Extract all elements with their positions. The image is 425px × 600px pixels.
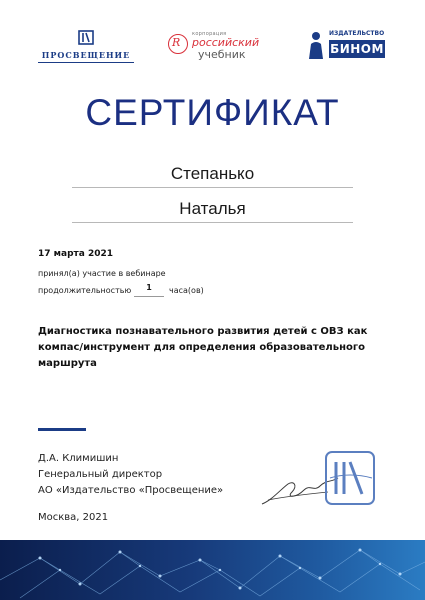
hours-number: 1 xyxy=(146,283,152,292)
signatory-block xyxy=(38,451,223,499)
binom-logo xyxy=(305,28,387,62)
prosveshchenie-seal-icon xyxy=(322,448,378,508)
binom-publisher-label: ИЗДАТЕЛЬСТВО xyxy=(329,30,385,37)
binom-name: БИНОМ xyxy=(330,42,384,56)
participation-text: принял(а) участие в вебинаре xyxy=(38,269,166,278)
hours-value xyxy=(134,283,164,297)
logo-underline xyxy=(38,62,134,63)
signatory-organization: АО «Издательство «Просвещение» xyxy=(38,485,224,496)
webinar-date: 17 марта 2021 xyxy=(38,249,114,259)
webinar-topic: Диагностика познавательного развития детей с ОВЗ как компас/инструмент для определения образовательного маршрута xyxy=(38,326,368,369)
given-name-underline xyxy=(72,222,353,223)
prosveshchenie-logo xyxy=(38,28,134,64)
network-pattern-icon xyxy=(0,540,425,600)
surname-underline xyxy=(72,187,353,188)
binom-name-box xyxy=(329,40,385,58)
recipient-given-name: Наталья xyxy=(179,199,246,218)
certificate-title: СЕРТИФИКАТ xyxy=(85,92,340,133)
ru-ring-letter: R xyxy=(172,36,181,49)
logo-bar xyxy=(0,28,425,68)
prosveshchenie-emblem-icon xyxy=(78,30,94,45)
ru-logo-line2: учебник xyxy=(198,48,246,61)
hours-unit: часа(ов) xyxy=(169,286,204,295)
city-year: Москва, 2021 xyxy=(38,512,109,523)
accent-divider xyxy=(38,428,86,431)
duration-label: продолжительностью xyxy=(38,286,132,295)
ru-logo-small-text: корпорация xyxy=(192,31,227,37)
hours-underline xyxy=(134,296,164,297)
recipient-surname: Степанько xyxy=(170,164,255,183)
signatory-name: Д.А. Климишин xyxy=(38,453,119,464)
decorative-network-band xyxy=(0,540,425,600)
russian-textbook-logo xyxy=(168,30,280,64)
signatory-position: Генеральный директор xyxy=(38,469,163,480)
binom-figure-icon xyxy=(305,30,327,60)
prosveshchenie-wordmark: ПРОСВЕЩЕНИЕ xyxy=(41,50,131,60)
ru-logo-line1: российский xyxy=(192,36,260,49)
